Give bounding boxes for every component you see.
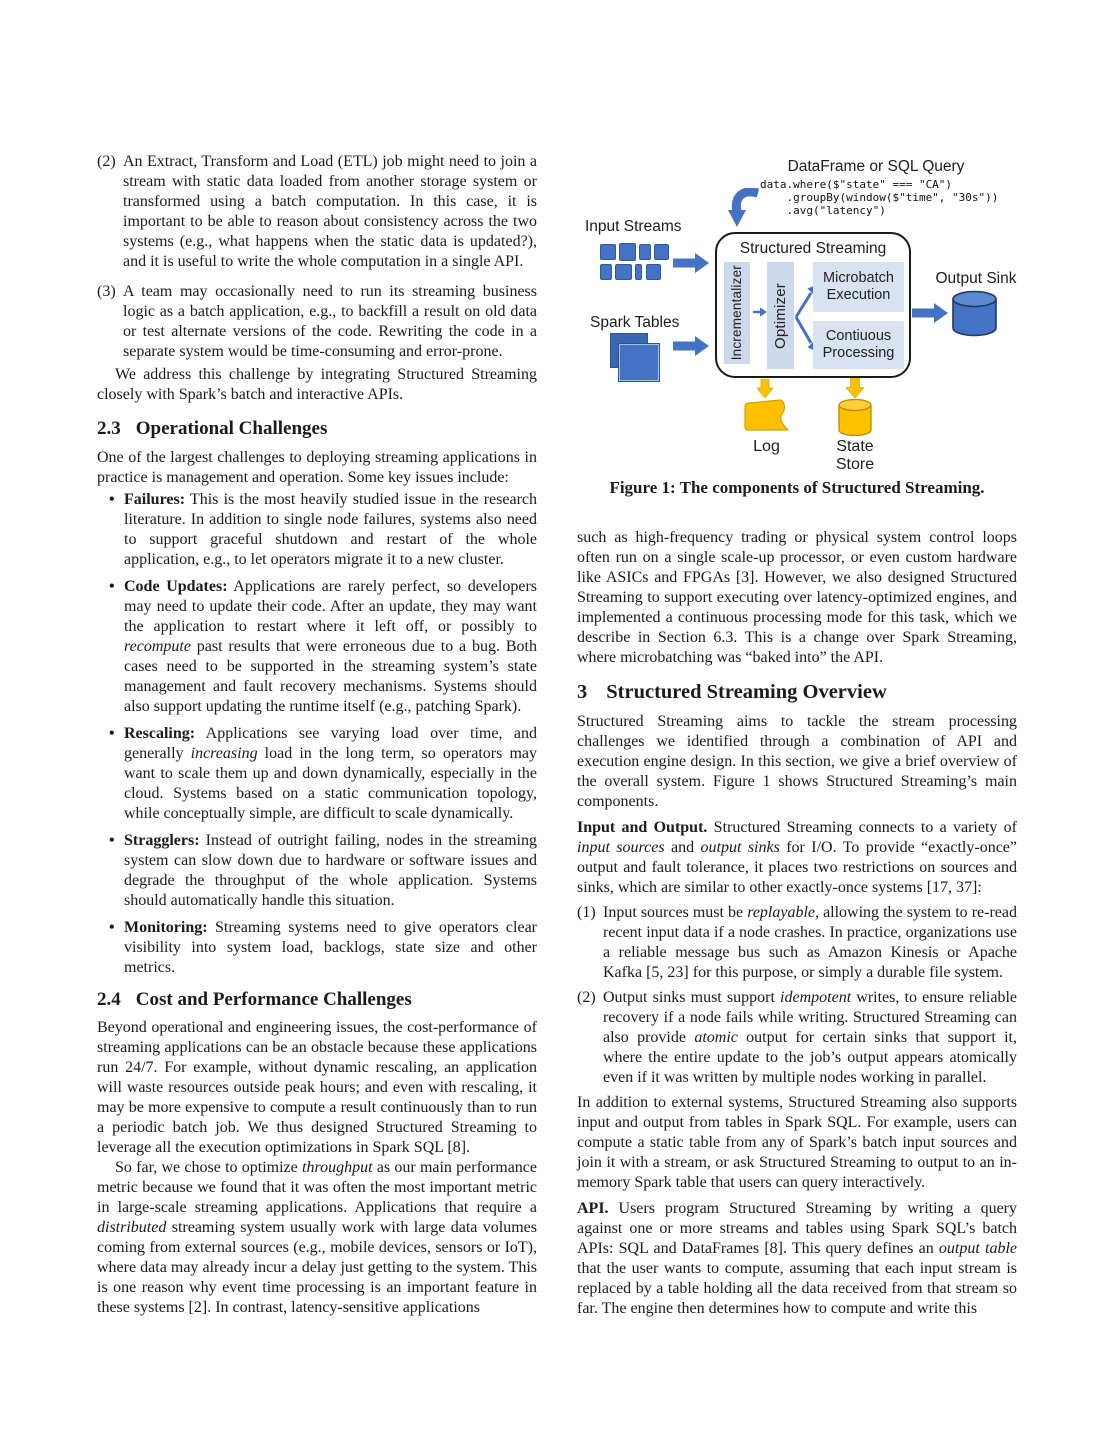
section-heading-2-4 [97, 988, 537, 1012]
block-arrow-right-icon [673, 253, 709, 273]
incrementalizer-label: Incrementalizer [729, 265, 744, 361]
structured-streaming-box [715, 232, 911, 378]
paragraph-so-far: So far, we chose to optimize throughput as our main performance metric because we found that it was often the most important metric in large-scale streaming applications. Applications that require a distributed streaming system usually work with large data volumes coming from external sources (e.g., mobile devices, sensors or IoT), where data may already incur a delay just getting to the system. This is one reason why event time processing is an important feature in these systems [2]. In contrast, latency-sensitive applications [97, 1159, 538, 1316]
code-line: .avg("latency") [760, 204, 886, 217]
numbered-item-2-right [577, 988, 1017, 1088]
challenges-bullet-list [97, 490, 537, 978]
figure-1-caption: Figure 1: The components of Structured Streaming. [609, 478, 985, 497]
block-arrow-right-icon [912, 303, 948, 323]
item-text: Output sinks must support idempotent writes, to ensure reliable recovery if a node fails while writing. Structured Streaming can also provide atomic output for certain sinks that support it, where the entire update to the job’s output appears atomically even if it was written by multiple nodes working in parallel. [603, 989, 1017, 1086]
item-text: An Extract, Transform and Load (ETL) job might need to join a stream with static data loaded from another storage system or transformed using a batch computation. In this case, it is important to be able to reason about consistency across the two systems (e.g., what happens when the static data is updated?), and it is useful to write the whole computation in a single API. [123, 153, 537, 270]
continuous-processing-box: Contiuous Processing [813, 321, 904, 369]
figure-query-label: DataFrame or SQL Query [787, 158, 965, 175]
bullet-failures: • Failures: This is the most heavily studied issue in the research literature. In addition to single node failures, systems also need to support graceful shutdown and restart of the whole application, e.g., to let operators migrate it to a new cluster. [97, 490, 537, 570]
item-label: (2) [97, 153, 116, 170]
item-label: (3) [97, 283, 116, 300]
output-sink-label: Output Sink [935, 270, 1017, 287]
section-number: 2.4 [97, 989, 121, 1010]
left-column [97, 152, 537, 1318]
code-line: data.where($"state" === "CA") [760, 178, 953, 191]
down-arrow-icon [757, 379, 773, 398]
paragraph-operational-intro: One of the largest challenges to deploying streaming applications in practice is management and operation. Some key issues include: [97, 449, 537, 486]
numbered-item-3 [97, 282, 537, 362]
paragraph-such-as: such as high-frequency trading or physical system control loops often run on a single scale-up processor, or even custom hardware like ASICs and FPGAs [3]. However, we also designed Structured Streaming to support executing over latency-optimized engines, and implemented a continuous processing mode for this task, which we describe in Section 6.3. This is a change over Spark Streaming, where microbatching was “baked into” the API. [577, 529, 1017, 666]
state-store-label: State Store [835, 438, 875, 473]
section-number: 3 [577, 681, 588, 703]
paragraph-input-output: Input and Output. Structured Streaming connects to a variety of input sources and output sinks for I/O. To provide “exactly-once” output and fault tolerance, it places two restrictions on sources and sinks, which are similar to other exactly-once systems [17, 37]: [577, 819, 1018, 896]
microbatch-execution-box: Microbatch Execution [813, 262, 904, 312]
section-title: Operational Challenges [135, 418, 328, 439]
structured-streaming-title: Structured Streaming [739, 240, 887, 257]
paragraph-overview: Structured Streaming aims to tackle the stream processing challenges we identified through a combination of API and execution engine design. In this section, we give a brief overview of the overall system. Figure 1 shows Structured Streaming’s main components. [577, 713, 1017, 810]
section-title: Structured Streaming Overview [606, 681, 887, 703]
down-arrow-icon [846, 378, 864, 398]
small-arrow-right-icon [752, 306, 767, 318]
input-streams-label: Input Streams [585, 218, 682, 235]
spark-tables-label: Spark Tables [590, 314, 680, 331]
item-label: (1) [577, 904, 596, 921]
paragraph-api: API. Users program Structured Streaming by writing a query against one or more streams and tables using Spark SQL’s batch APIs: SQL and DataFrames [8]. This query defines an output table that the user wants to compute, assuming that each input stream is replaced by a table holding all the data received from that stream so far. The engine then determines how to compute and write this [577, 1200, 1017, 1317]
curved-down-arrow-icon [727, 188, 759, 228]
numbered-item-1-right [577, 903, 1017, 983]
item-text: Input sources must be replayable, allowing the system to re-read recent input data if a node crashes. In practice, organizations use a reliable message bus such as Amazon Kinesis or Apache Kafka [5, 23] for this purpose, or simply a durable file system. [603, 904, 1017, 981]
section-heading-2-3 [97, 417, 537, 441]
output-sink-cylinder-icon [951, 290, 998, 338]
optimizer-panel [767, 262, 794, 369]
section-heading-3 [577, 679, 1017, 705]
spark-tables-icon [610, 333, 670, 388]
right-column [577, 150, 1017, 1319]
bullet-code-updates: • Code Updates: Applications are rarely perfect, so developers may need to update their code. After an update, they may want the application to restart where it left off, or possibly to recompute past results that were erroneous due to a bug. Both cases need to be supported in the streaming system’s state management and fault recovery mechanisms. Systems should also support updating the runtime itself (e.g., patching Spark). [97, 577, 537, 717]
log-label: Log [753, 438, 780, 455]
log-shape-icon [743, 398, 790, 433]
item-label: (2) [577, 989, 596, 1006]
figure-1-diagram [575, 150, 1027, 473]
section-number: 2.3 [97, 418, 121, 439]
bullet-stragglers: • Stragglers: Instead of outright failing, nodes in the streaming system can slow down due to hardware or software issues and degrade the throughput of the whole application. Systems should automatically handle this situation. [97, 831, 537, 911]
optimizer-label: Optimizer [771, 282, 789, 349]
paragraph-address-challenge: We address this challenge by integrating Structured Streaming closely with Spark’s batch and interactive APIs. [97, 366, 537, 403]
right-column-text [577, 528, 1017, 1319]
section-title: Cost and Performance Challenges [135, 989, 412, 1010]
code-line: .groupBy(window($"time", "30s")) [760, 191, 999, 204]
numbered-item-2 [97, 152, 537, 272]
input-stream-blocks-icon [600, 243, 675, 283]
incrementalizer-panel [724, 262, 750, 364]
paragraph-cost-performance: Beyond operational and engineering issues, the cost-performance of streaming applications can be an obstacle because these applications run 24/7. For example, without dynamic rescaling, an application will waste resources outside peak hours; and even with rescaling, it may be more expensive to compute a result continuously than to run a periodic batch job. We thus designed Structured Streaming to leverage all the execution optimizations in Spark SQL [8]. [97, 1019, 537, 1156]
block-arrow-right-icon [673, 336, 709, 356]
figure-code-snippet [760, 178, 998, 217]
bullet-monitoring: • Monitoring: Streaming systems need to give operators clear visibility into system load, backlogs, state size and other metrics. [97, 918, 537, 978]
bullet-rescaling: • Rescaling: Applications see varying load over time, and generally increasing load in the long term, so operators may want to scale them up and down dynamically, especially in the cloud. Systems based on a static communication topology, while conceptually simple, are difficult to scale dynamically. [97, 724, 537, 824]
state-store-cylinder-icon [838, 398, 872, 436]
item-text: A team may occasionally need to run its streaming business logic as a batch application, e.g., to backfill a result on old data or test alternate versions of the code. Rewriting the code in a separate system would be time-consuming and error-prone. [123, 283, 537, 360]
paragraph-in-addition: In addition to external systems, Structured Streaming also supports input and output from tables in Spark SQL. For example, users can compute a static table from any of Spark’s batch input sources and join it with a stream, or ask Structured Streaming to output to an in-memory Spark table that users can query interactively. [577, 1094, 1017, 1191]
